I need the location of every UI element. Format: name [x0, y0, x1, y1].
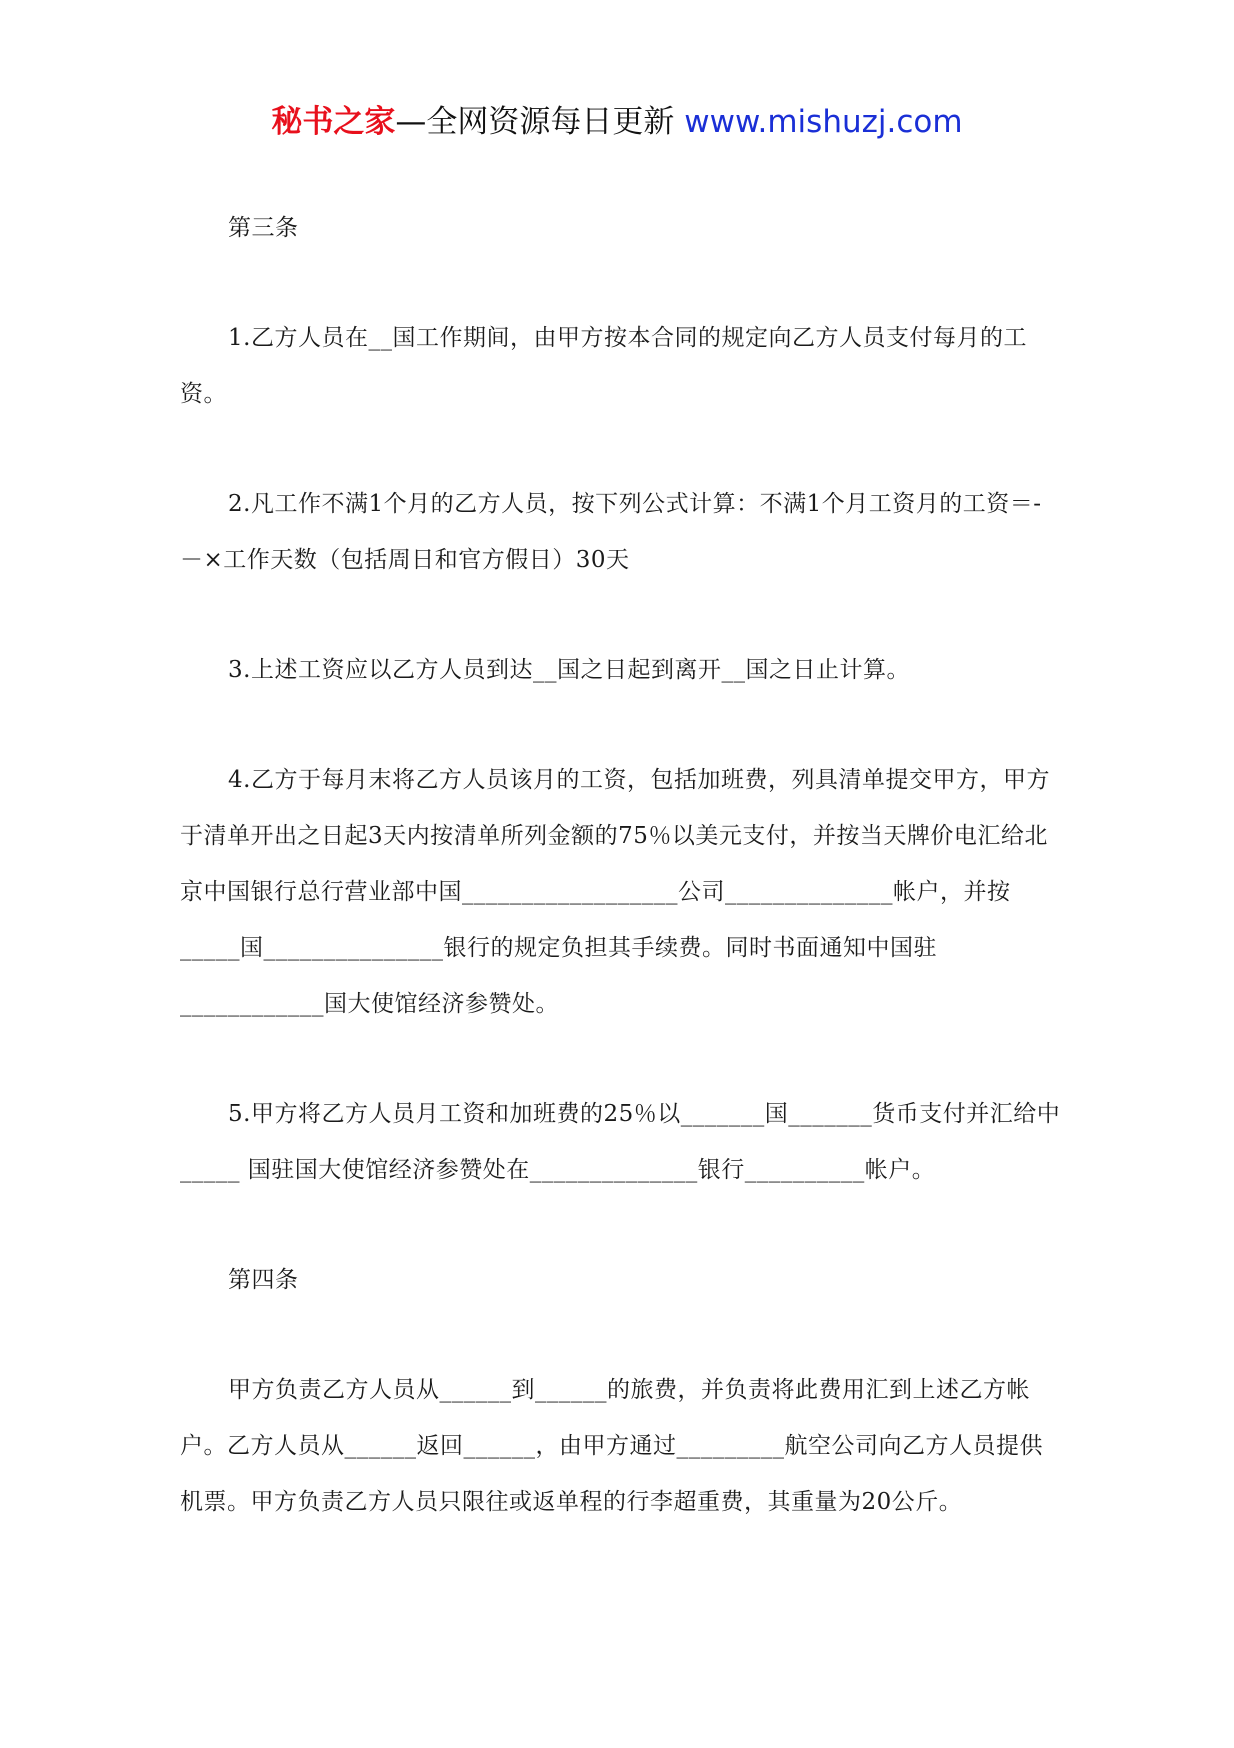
- article-4-paragraph-1: 甲方负责乙方人员从______到______的旅费，并负责将此费用汇到上述乙方帐户。乙方人员从______返回______，由甲方通过_________航空公司向乙方人员提供机票。甲方负责乙方人员只限往或返单程的行李超重费，其重量为20公斤。: [180, 1377, 1043, 1515]
- site-brand: 秘书之家: [271, 104, 396, 140]
- article-3-paragraph-3: 3.上述工资应以乙方人员到达__国之日起到离开__国之日止计算。: [228, 657, 910, 683]
- site-url-link[interactable]: www.mishuzj.com: [684, 104, 963, 140]
- document-body: [180, 200, 1062, 1530]
- site-tagline: —全网资源每日更新: [395, 104, 685, 140]
- article-3-paragraph-4: 4.乙方于每月末将乙方人员该月的工资，包括加班费，列具清单提交甲方，甲方于清单开出之日起3天内按清单所列金额的75％以美元支付，并按当天牌价电汇给北京中国银行总行营业部中国__________________公司______________帐户，并按_____国_______________银行的规定负担其手续费。同时书面通知中国驻____________国大使馆经济参赞处。: [180, 767, 1050, 1017]
- article-3-paragraph-1: 1.乙方人员在__国工作期间，由甲方按本合同的规定向乙方人员支付每月的工资。: [180, 325, 1027, 407]
- article-3-paragraph-5: 5.甲方将乙方人员月工资和加班费的25％以_______国_______货币支付并汇给中_____ 国驻国大使馆经济参赞处在______________银行__________帐户。: [180, 1101, 1061, 1183]
- article-4-heading: 第四条: [228, 1267, 299, 1293]
- site-header: [0, 100, 1234, 144]
- article-3-paragraph-2: 2.凡工作不满1个月的乙方人员，按下列公式计算：不满1个月工资月的工资＝-－×工作天数（包括周日和官方假日）30天: [180, 491, 1042, 573]
- article-3-heading: 第三条: [228, 215, 299, 241]
